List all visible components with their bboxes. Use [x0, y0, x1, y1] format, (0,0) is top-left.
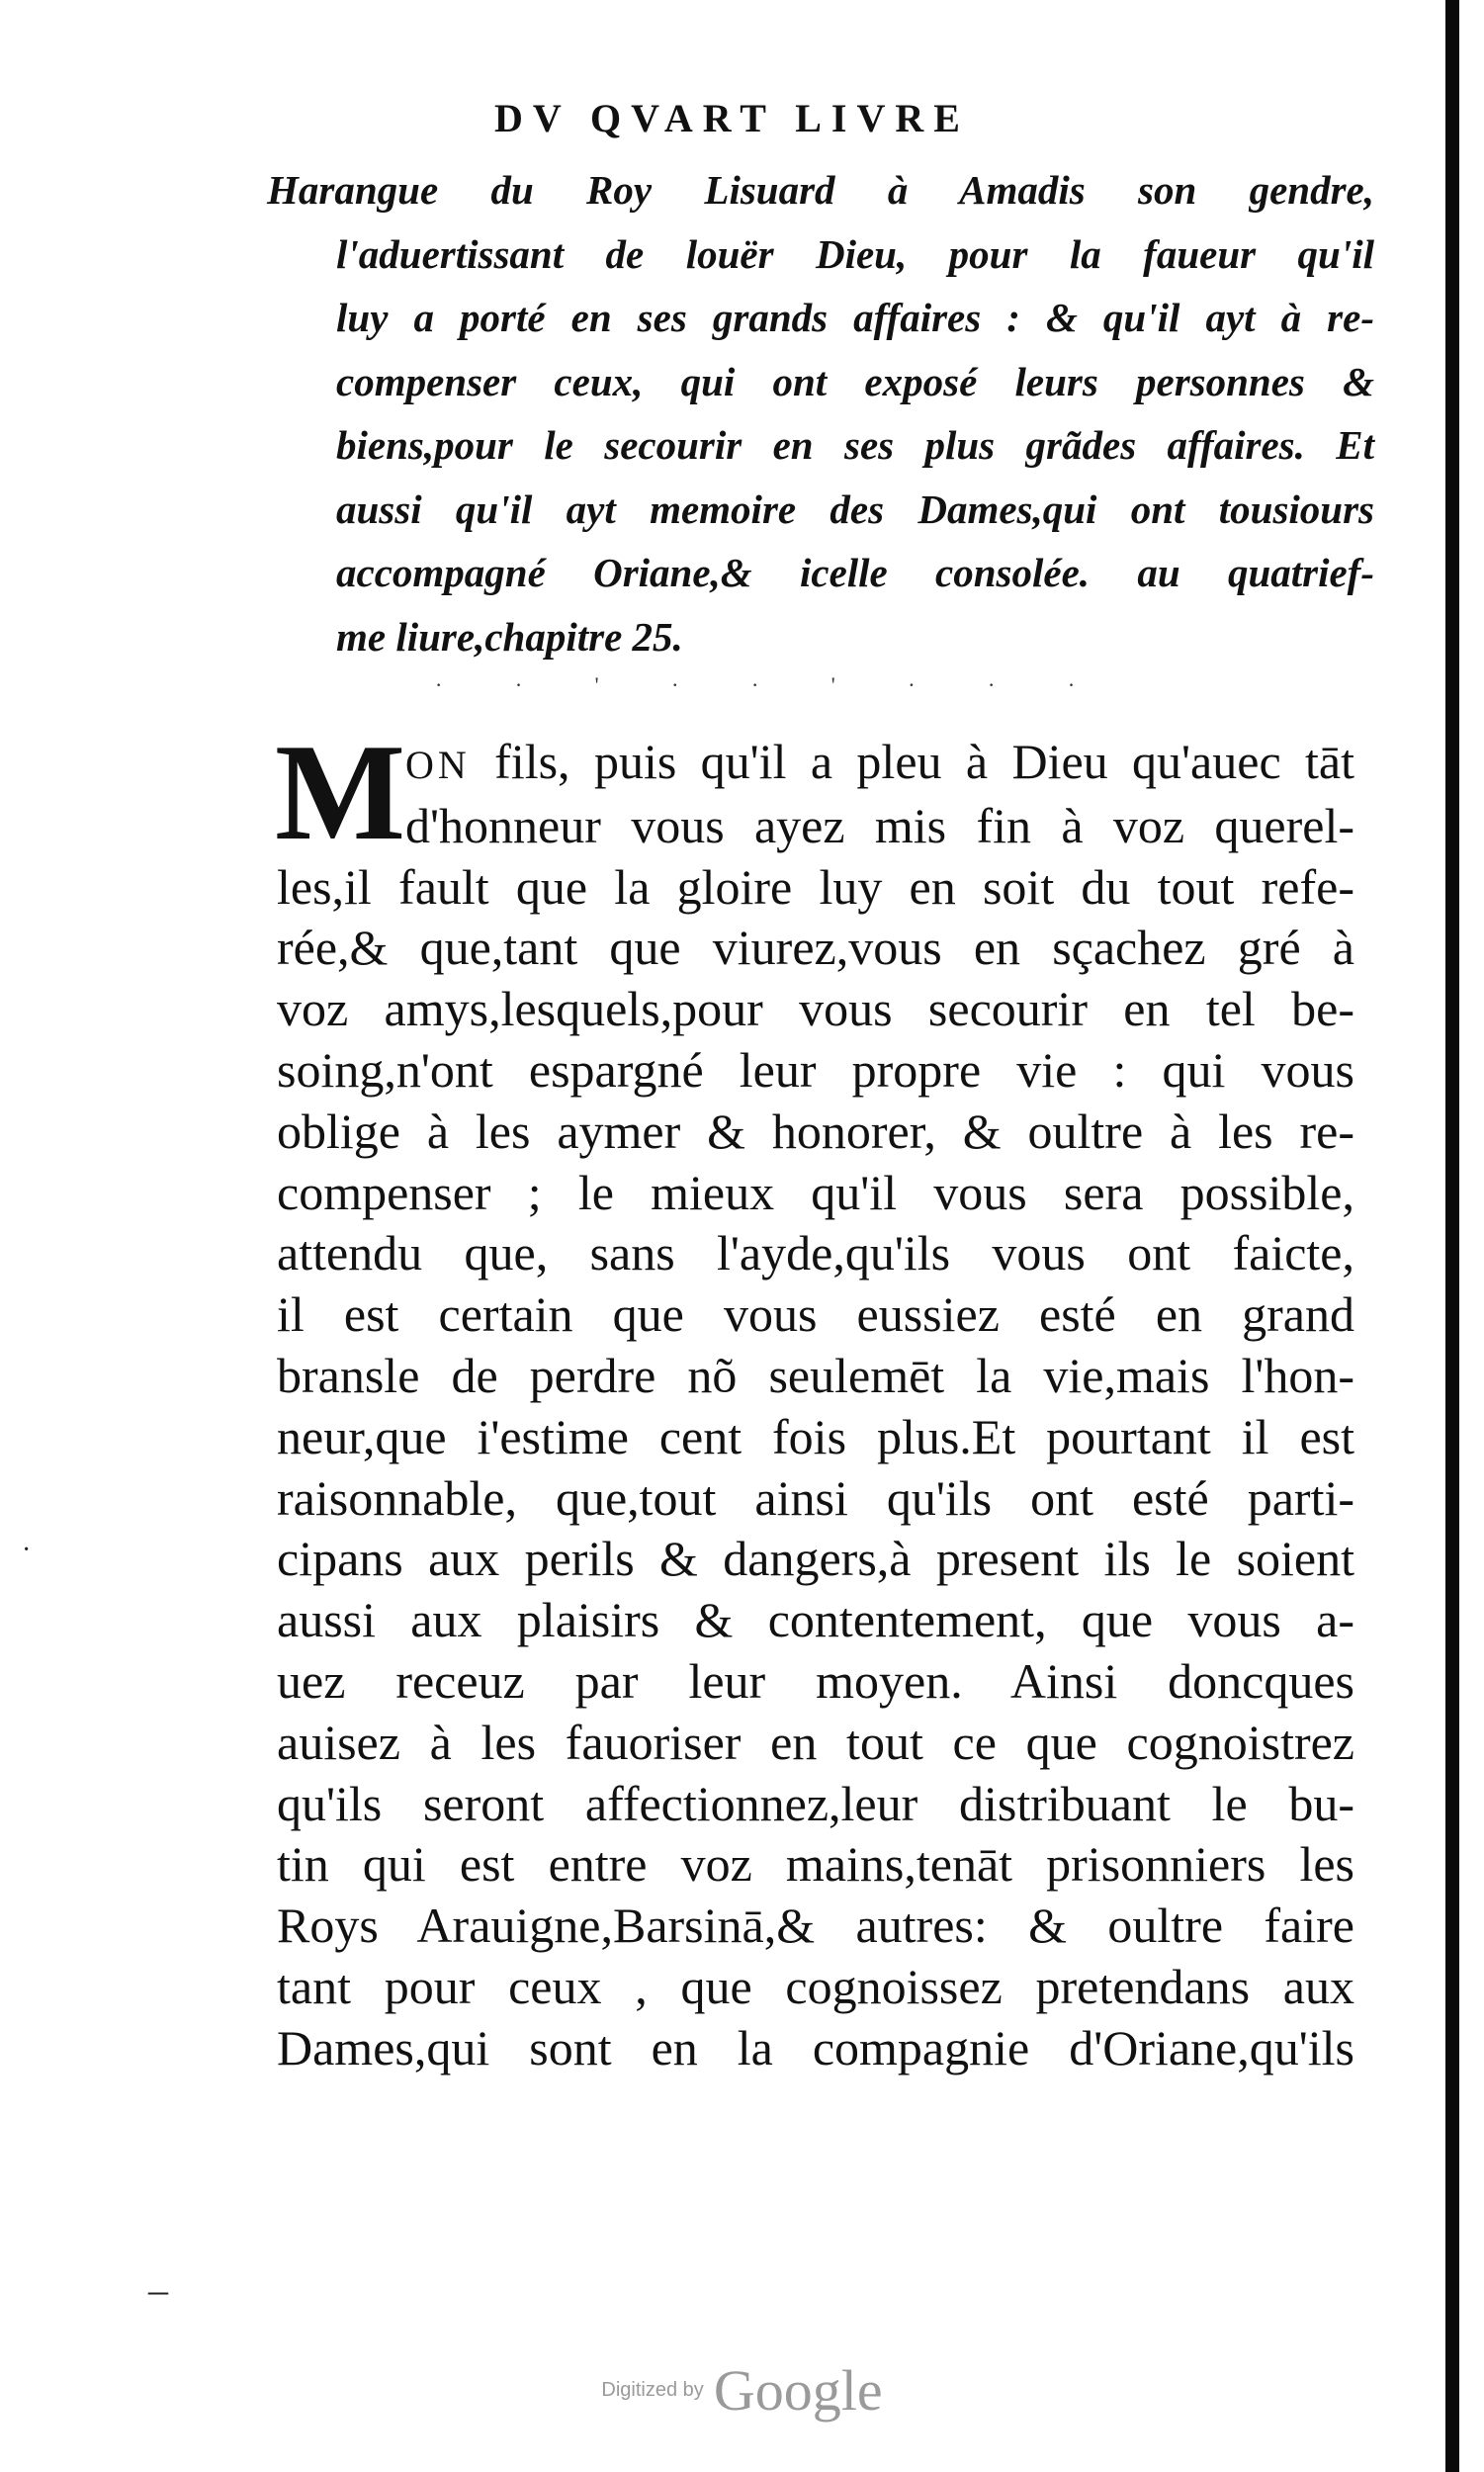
opening-rest: fils, puis qu'il a pleu à Dieu qu'auec tāt [470, 734, 1354, 789]
page-edge-shadow [1445, 0, 1459, 2472]
body-line: les,il fault que la gloire luy en soit du tout refe- [277, 858, 1354, 915]
body-line: soing,n'ont espargné leur propre vie : qui vous [277, 1041, 1354, 1098]
body-line: uez receuz par leur moyen. Ainsi doncques [277, 1652, 1354, 1709]
body-line: rée,& que,tant que viurez,vous en sçachez gré à [277, 920, 1354, 976]
watermark-caption: Digitized by [601, 2379, 704, 2401]
ornament-specks: · · ' · · ' · · · [435, 672, 1109, 697]
google-logo: Google [713, 2358, 883, 2423]
body-line: raisonnable, que,tout ainsi qu'ils ont esté parti- [277, 1469, 1354, 1526]
body-line: bransle de perdre nõ seulemēt la vie,mais l'hon- [277, 1347, 1354, 1403]
opening-smallcaps: ON [405, 743, 471, 787]
body-line: tant pour ceux , que cognoissez pretendans aux [277, 1958, 1354, 2014]
body-line: neur,que i'estime cent fois plus.Et pourtant il est [277, 1408, 1354, 1464]
summary-line: luy a porté en ses grands affaires : & qu'il ayt à re- [336, 295, 1374, 340]
body-line: compenser ; le mieux qu'il vous sera possible, [277, 1164, 1354, 1220]
body-line: voz amys,lesquels,pour vous secourir en tel be- [277, 981, 1354, 1037]
summary-line: compenser ceux, qui ont exposé leurs personnes & [336, 358, 1374, 404]
body-line: cipans aux perils & dangers,à present ils le soient [277, 1531, 1354, 1587]
digitization-watermark [0, 2357, 1484, 2424]
chapter-summary [267, 158, 1374, 668]
summary-line: me liure,chapitre 25. [336, 613, 683, 660]
stray-mark: · [22, 1535, 32, 1565]
body-line: qu'ils seront affectionnez,leur distribuant le bu- [277, 1775, 1354, 1831]
summary-line: l'aduertissant de louër Dieu, pour la faueur qu'il [336, 230, 1374, 277]
body-line: d'honneur vous ayez mis fin à voz querel- [405, 797, 1354, 853]
body-line: tin qui est entre voz mains,tenāt prisonniers les [277, 1836, 1354, 1893]
body-line-opening [405, 732, 1354, 796]
stray-mark: – [148, 2267, 168, 2312]
summary-line: Harangue du Roy Lisuard à Amadis son gendre, [267, 167, 1374, 213]
running-head: DV QVART LIVRE [494, 96, 970, 140]
body-text [275, 716, 1354, 2079]
body-line: Roys Arauigne,Barsinā,& autres: & oultre faire [277, 1898, 1354, 1954]
body-line: aussi aux plaisirs & contentement, que vous a- [277, 1592, 1354, 1648]
body-line: il est certain que vous eussiez esté en grand [277, 1286, 1354, 1343]
summary-line: aussi qu'il ayt memoire des Dames,qui ont tousiours [336, 486, 1374, 532]
body-line: oblige à les aymer & honorer, & oultre à les re- [277, 1103, 1354, 1159]
body-line: auisez à les fauoriser en tout ce que cognoistrez [277, 1714, 1354, 1770]
body-line: Dames,qui sont en la compagnie d'Oriane,qu'ils [277, 2019, 1354, 2075]
drop-cap: M [275, 716, 406, 869]
summary-line: accompagné Oriane,& icelle consolée. au quatrief- [336, 550, 1374, 595]
body-line: attendu que, sans l'ayde,qu'ils vous ont faicte, [277, 1225, 1354, 1281]
summary-line: biens,pour le secourir en ses plus grãdes affaires. Et [336, 422, 1374, 468]
